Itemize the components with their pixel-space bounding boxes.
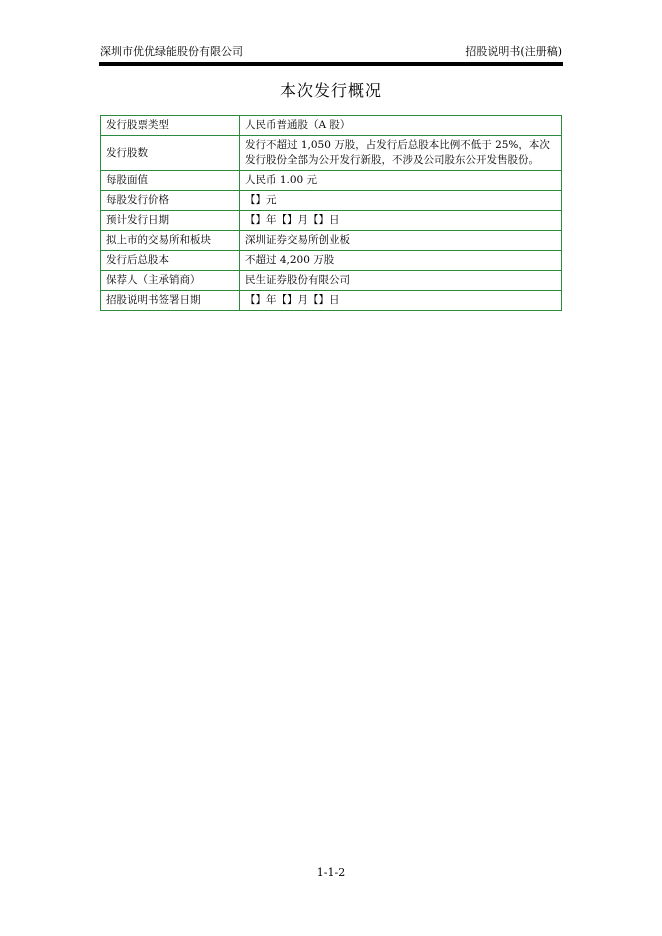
table-row-issue-price: [101, 191, 562, 211]
row-label: 拟上市的交易所和板块: [101, 231, 240, 251]
page-title: 本次发行概况: [279, 81, 382, 100]
table-row-par-value: [101, 171, 562, 191]
row-label: 招股说明书签署日期: [101, 291, 240, 311]
header-rule: [99, 62, 563, 66]
row-value: 【】年【】月【】日: [240, 211, 562, 231]
table-row-stock-type: [101, 116, 562, 136]
row-label: 发行后总股本: [101, 251, 240, 271]
page-header: [100, 44, 562, 60]
row-value: 人民币普通股（A 股）: [240, 116, 562, 136]
row-value: 【】年【】月【】日: [240, 291, 562, 311]
row-value: 深圳证券交易所创业板: [240, 231, 562, 251]
row-value: 不超过 4,200 万股: [240, 251, 562, 271]
row-label: 预计发行日期: [101, 211, 240, 231]
row-value: 【】元: [240, 191, 562, 211]
row-value: 民生证券股份有限公司: [240, 271, 562, 291]
row-label: 发行股数: [101, 136, 240, 171]
table-row-issue-date: [101, 211, 562, 231]
row-label: 发行股票类型: [101, 116, 240, 136]
page-number: 1-1-2: [316, 866, 346, 879]
table-row-total-shares: [101, 251, 562, 271]
row-label: 保荐人（主承销商）: [101, 271, 240, 291]
offering-summary-table: [100, 115, 562, 311]
table-row-signing-date: [101, 291, 562, 311]
row-value: 发行不超过 1,050 万股，占发行后总股本比例不低于 25%，本次发行股份全部为公开发行新股，不涉及公司股东公开发售股份。: [240, 136, 562, 171]
table-row-share-count: [101, 136, 562, 171]
header-company-name: 深圳市优优绿能股份有限公司: [100, 45, 243, 58]
table-row-exchange-board: [101, 231, 562, 251]
header-document-type: 招股说明书(注册稿): [465, 45, 562, 58]
row-value: 人民币 1.00 元: [240, 171, 562, 191]
row-label: 每股面值: [101, 171, 240, 191]
row-label: 每股发行价格: [101, 191, 240, 211]
table-row-sponsor: [101, 271, 562, 291]
